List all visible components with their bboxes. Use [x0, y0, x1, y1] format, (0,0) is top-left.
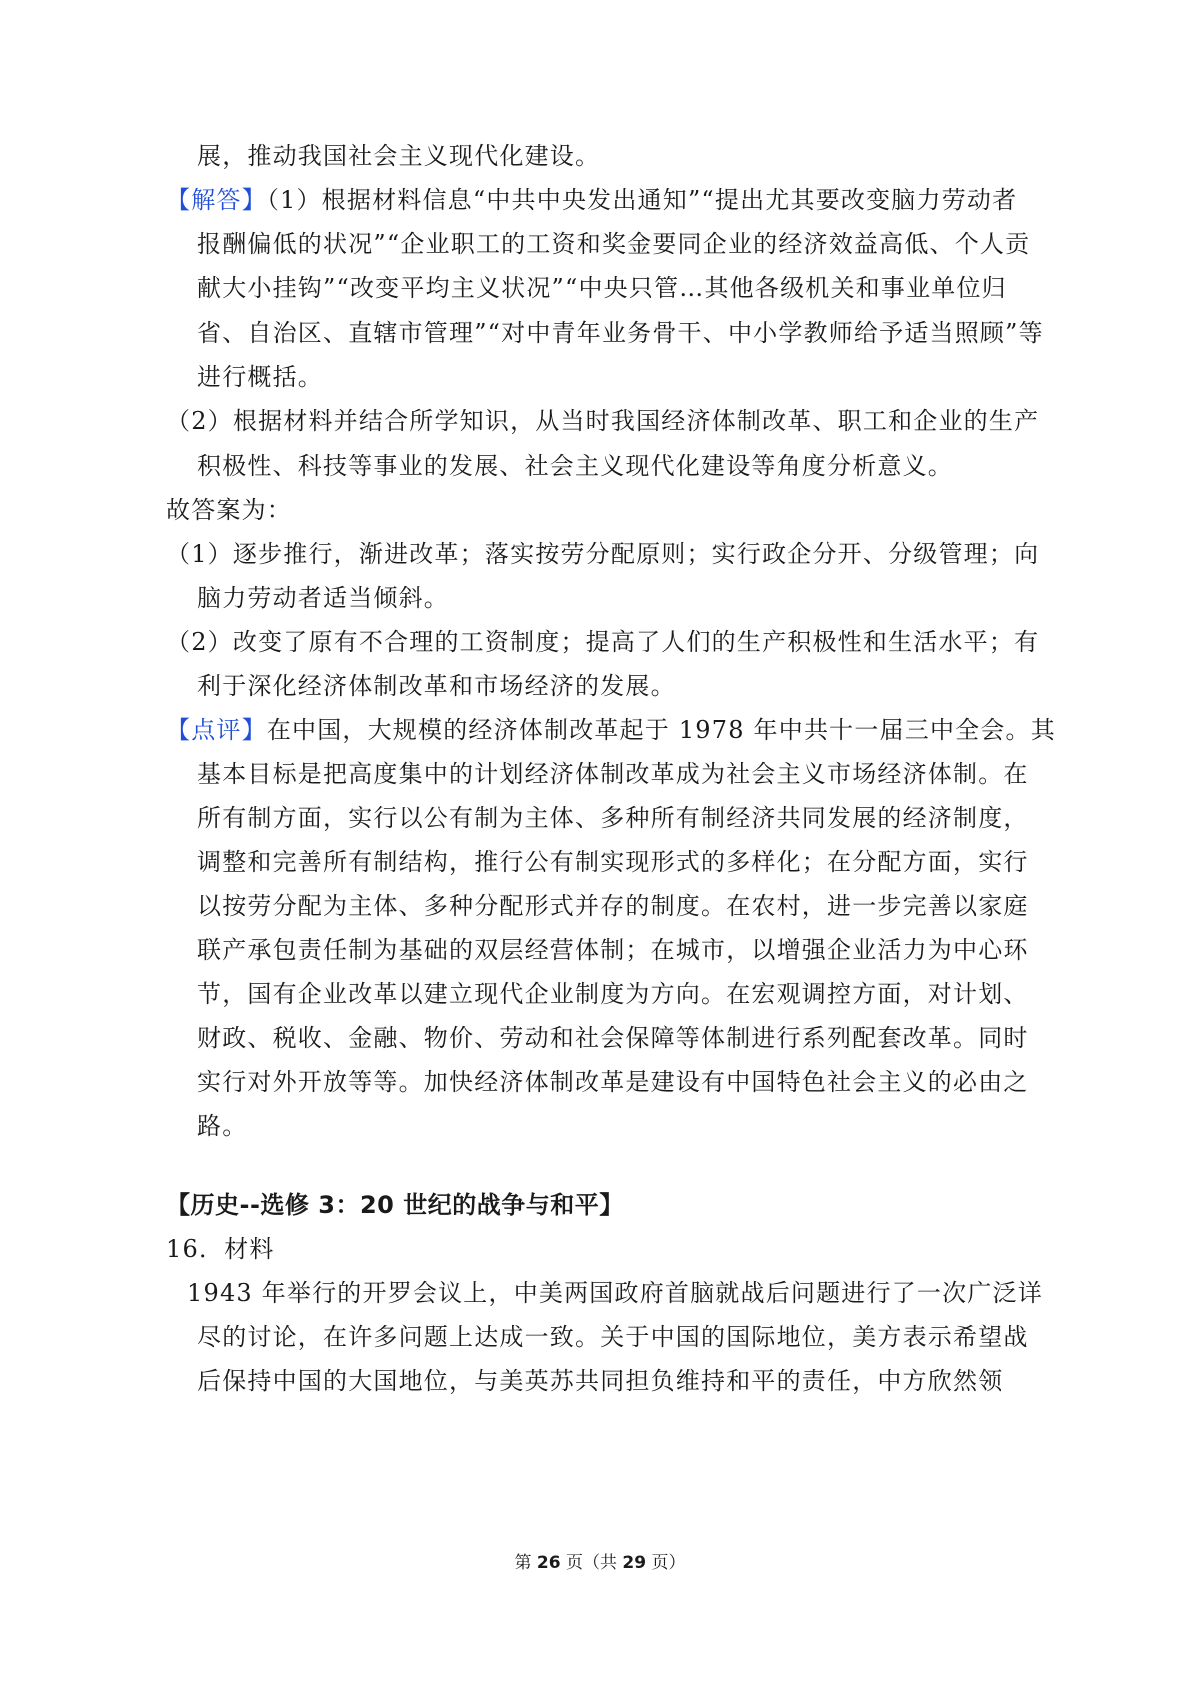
analysis-line-3: 献大小挂钩”“改变平均主义状况”“中央只管…其他各级机关和事业单位归 [197, 274, 1007, 302]
analysis-line-1 [166, 185, 1017, 215]
answer-line-1: （1）逐步推行，渐进改革；落实按劳分配原则；实行政企分开、分级管理；向 [166, 540, 1040, 568]
analysis-text: （1）根据材料信息“中共中央发出通知”“提出尤其要改变脑力劳动者 [266, 186, 1018, 214]
comment-line-9: 实行对外开放等等。加快经济体制改革是建设有中国特色社会主义的必由之 [197, 1068, 1029, 1096]
analysis-label: 【解答】 [166, 186, 267, 214]
footer-page-number: 26 [536, 1553, 561, 1573]
analysis-line-7: 积极性、科技等事业的发展、社会主义现代化建设等角度分析意义。 [197, 452, 953, 480]
footer-total-pages: 29 [622, 1553, 647, 1573]
section-title: 【历史--选修 3：20 世纪的战争与和平】 [166, 1191, 624, 1219]
comment-line-4: 调整和完善所有制结构，推行公有制实现形式的多样化；在分配方面，实行 [197, 848, 1029, 876]
comment-line-7: 节，国有企业改革以建立现代企业制度为方向。在宏观调控方面，对计划、 [197, 980, 1029, 1008]
comment-label: 【点评】 [166, 716, 267, 744]
comment-line-5: 以按劳分配为主体、多种分配形式并存的制度。在农村，进一步完善以家庭 [197, 892, 1029, 920]
page-footer [0, 1552, 1200, 1574]
analysis-line-6: （2）根据材料并结合所学知识，从当时我国经济体制改革、职工和企业的生产 [166, 407, 1040, 435]
comment-line-3: 所有制方面，实行以公有制为主体、多种所有制经济共同发展的经济制度， [197, 804, 1029, 832]
analysis-line-5: 进行概括。 [197, 363, 323, 391]
analysis-line-4: 省、自治区、直辖市管理”“对中青年业务骨干、中小学教师给予适当照顾”等 [197, 319, 1044, 347]
comment-line-10: 路。 [197, 1112, 248, 1140]
question-line-3: 后保持中国的大国地位，与美英苏共同担负维持和平的责任，中方欣然领 [197, 1367, 1004, 1395]
comment-line-6: 联产承包责任制为基础的双层经营体制；在城市，以增强企业活力为中心环 [197, 936, 1029, 964]
comment-line-1 [166, 715, 1056, 745]
comment-text: 在中国，大规模的经济体制改革起于 1978 年中共十一届三中全会。其 [266, 716, 1056, 744]
question-line-1: 1943 年举行的开罗会议上，中美两国政府首脑就战后问题进行了一次广泛详 [187, 1279, 1043, 1307]
comment-line-2: 基本目标是把高度集中的计划经济体制改革成为社会主义市场经济体制。在 [197, 760, 1029, 788]
footer-prefix: 第 [514, 1553, 537, 1573]
footer-middle: 页（共 [560, 1553, 623, 1573]
analysis-line-2: 报酬偏低的状况”“企业职工的工资和奖金要同企业的经济效益高低、个人贡 [197, 230, 1031, 258]
question-line-2: 尽的讨论，在许多问题上达成一致。关于中国的国际地位，美方表示希望战 [197, 1323, 1029, 1351]
answer-line-2: 脑力劳动者适当倾斜。 [197, 584, 449, 612]
comment-line-8: 财政、税收、金融、物价、劳动和社会保障等体制进行系列配套改革。同时 [197, 1024, 1029, 1052]
question-number: 16．材料 [166, 1235, 275, 1263]
prev-answer-tail: 展，推动我国社会主义现代化建设。 [197, 142, 601, 170]
answer-line-3: （2）改变了原有不合理的工资制度；提高了人们的生产积极性和生活水平；有 [166, 628, 1040, 656]
footer-suffix: 页） [646, 1553, 686, 1573]
answer-line-4: 利于深化经济体制改革和市场经济的发展。 [197, 672, 676, 700]
answer-intro: 故答案为： [166, 496, 292, 524]
